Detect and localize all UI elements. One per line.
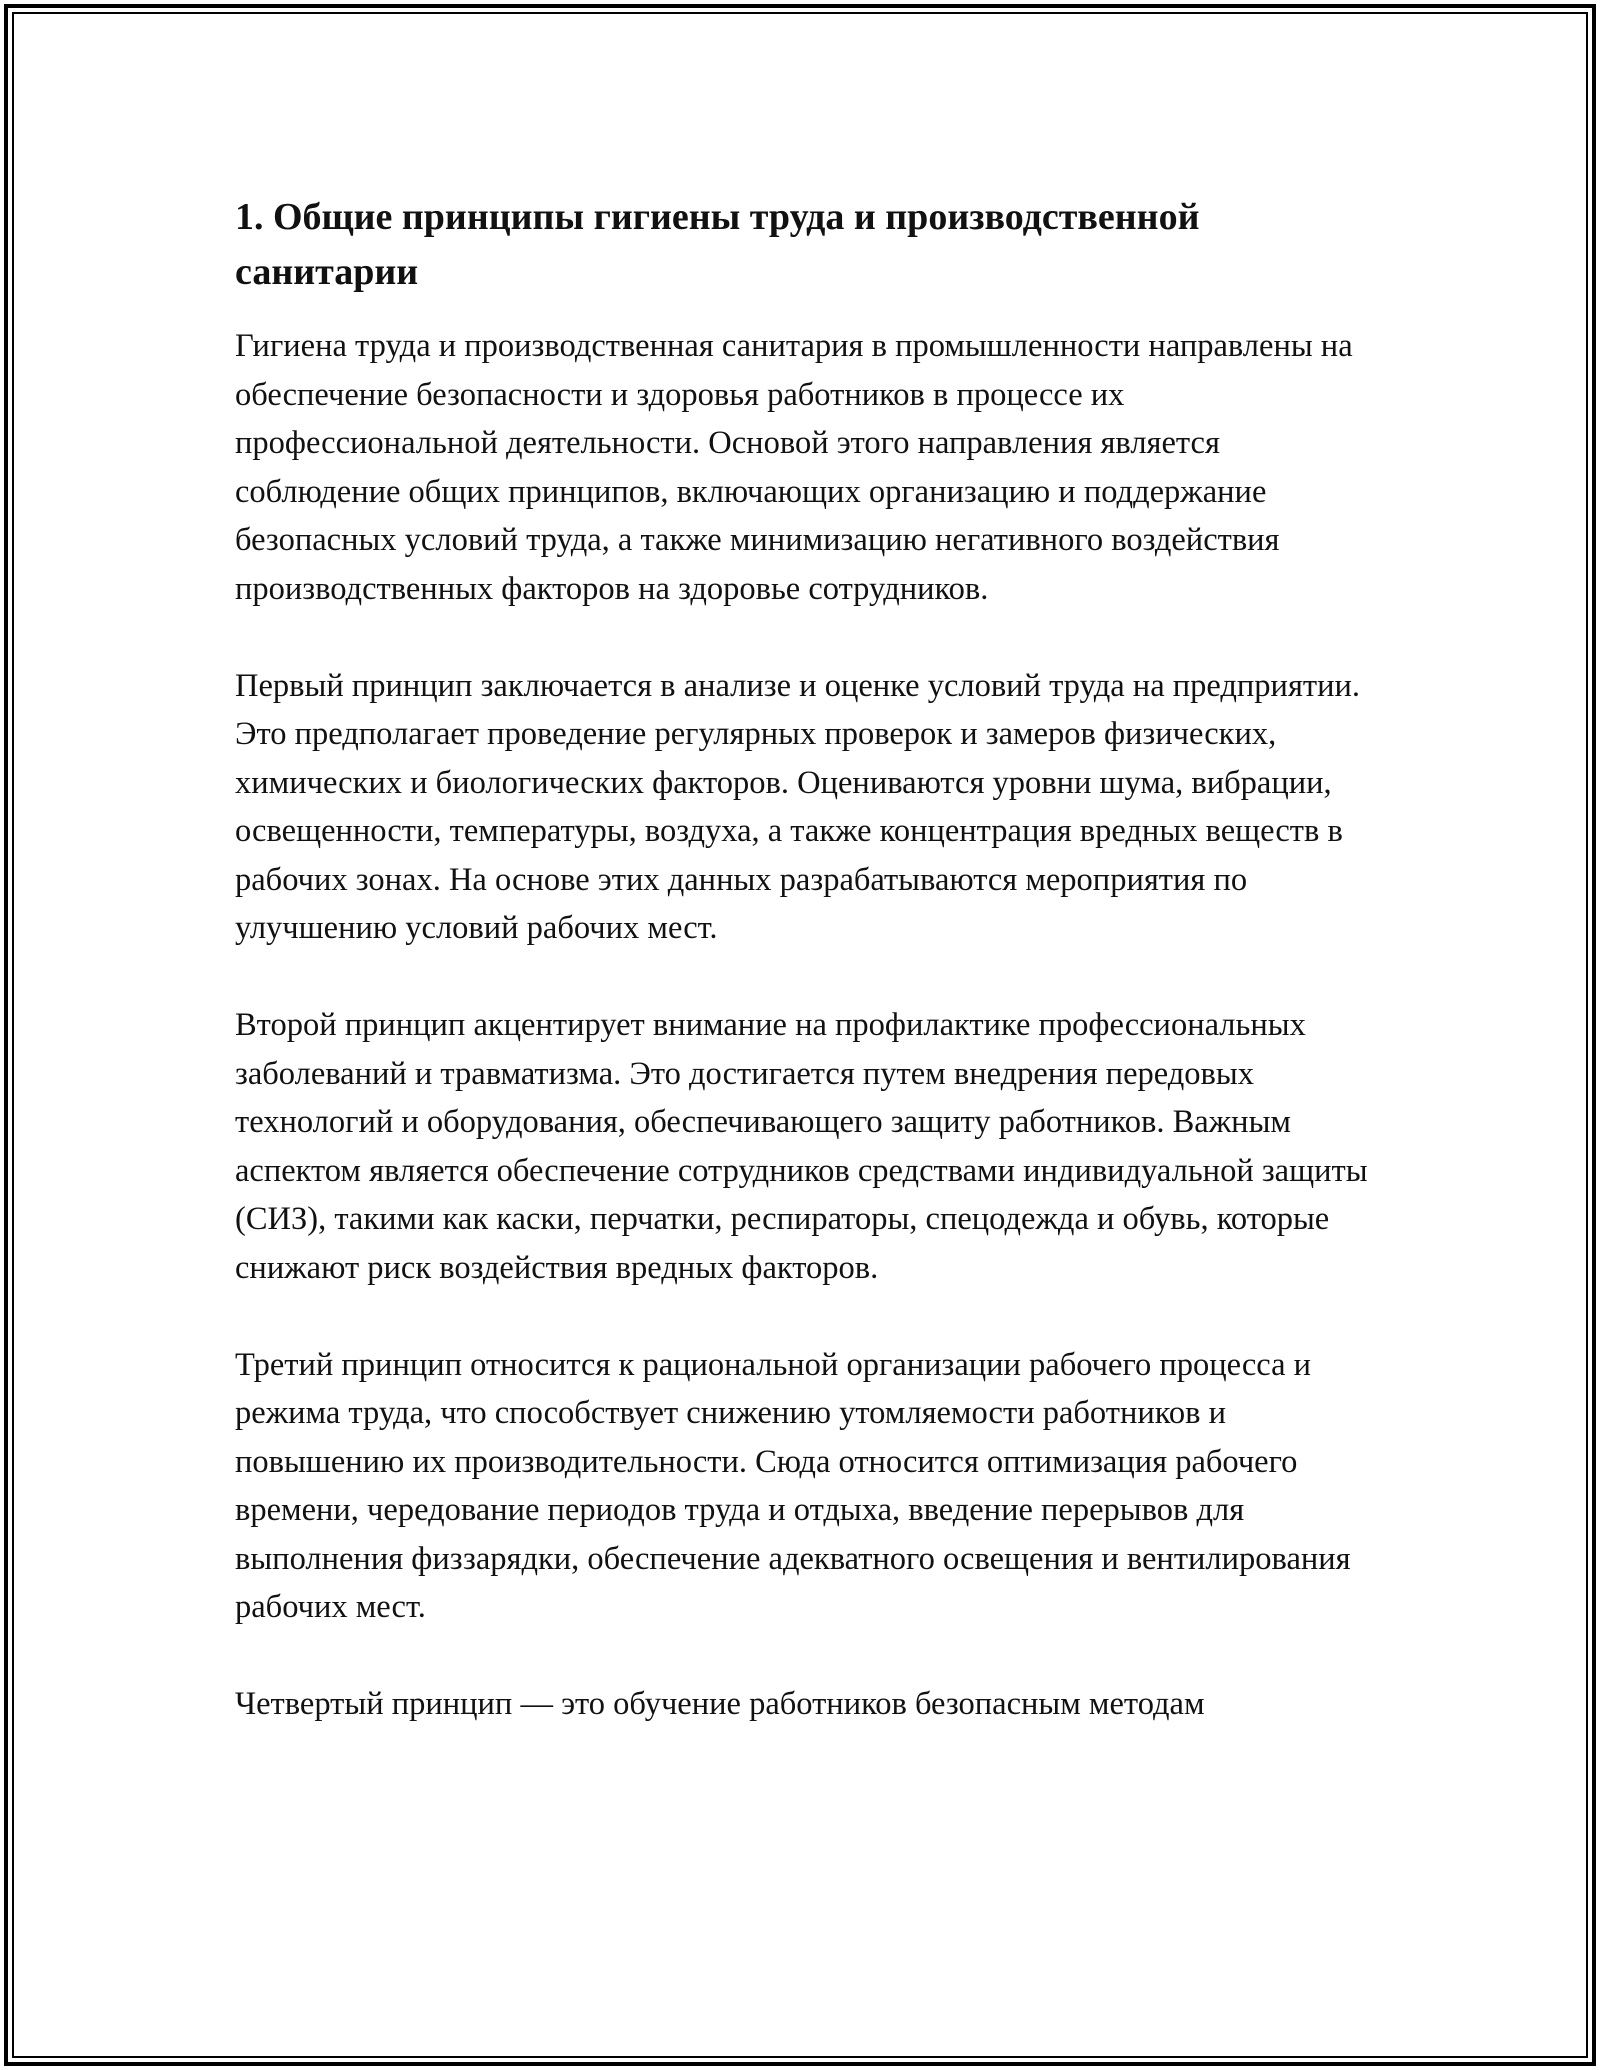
paragraph-first-principle: Первый принцип заключается в анализе и оценке условий труда на предприятии. Это предполагает проведение регулярных проверок и замеров физических, химических и биологических факторов. Оцениваются уровни шума, вибрации, освещенности, температуры, воздуха, а также концентрация вредных веществ в рабочих зонах. На основе этих данных разрабатываются мероприятия по улучшению условий рабочих мест. bbox=[235, 667, 1361, 946]
section-heading: 1. Общие принципы гигиены труда и производственной санитарии bbox=[235, 196, 1200, 293]
paragraph-second-principle: Второй принцип акцентирует внимание на профилактике профессиональных заболеваний и травматизма. Это достигается путем внедрения передовых технологий и оборудования, обеспечивающего защиту работников. Важным аспектом является обеспечение сотрудников средствами индивидуальной защиты (СИЗ), такими как каски, перчатки, респираторы, спецодежда и обувь, которые снижают риск воздействия вредных факторов. bbox=[235, 1007, 1368, 1286]
document-body bbox=[235, 190, 1385, 1777]
paragraph-fourth-principle: Четвертый принцип — это обучение работников безопасным методам bbox=[235, 1686, 1205, 1722]
paragraph-third-principle: Третий принцип относится к рациональной организации рабочего процесса и режима труда, что способствует снижению утомляемости работников и повышению их производительности. Сюда относится оптимизация рабочего времени, чередование периодов труда и отдыха, введение перерывов для выполнения физзарядки, обеспечение адекватного освещения и вентилирования рабочих мест. bbox=[235, 1346, 1351, 1625]
paragraph-intro: Гигиена труда и производственная санитария в промышленности направлены на обеспечение безопасности и здоровья работников в процессе их профессиональной деятельности. Основой этого направления является соблюдение общих принципов, включающих организацию и поддержание безопасных условий труда, а также минимизацию негативного воздействия производственных факторов на здоровье сотрудников. bbox=[235, 328, 1353, 607]
